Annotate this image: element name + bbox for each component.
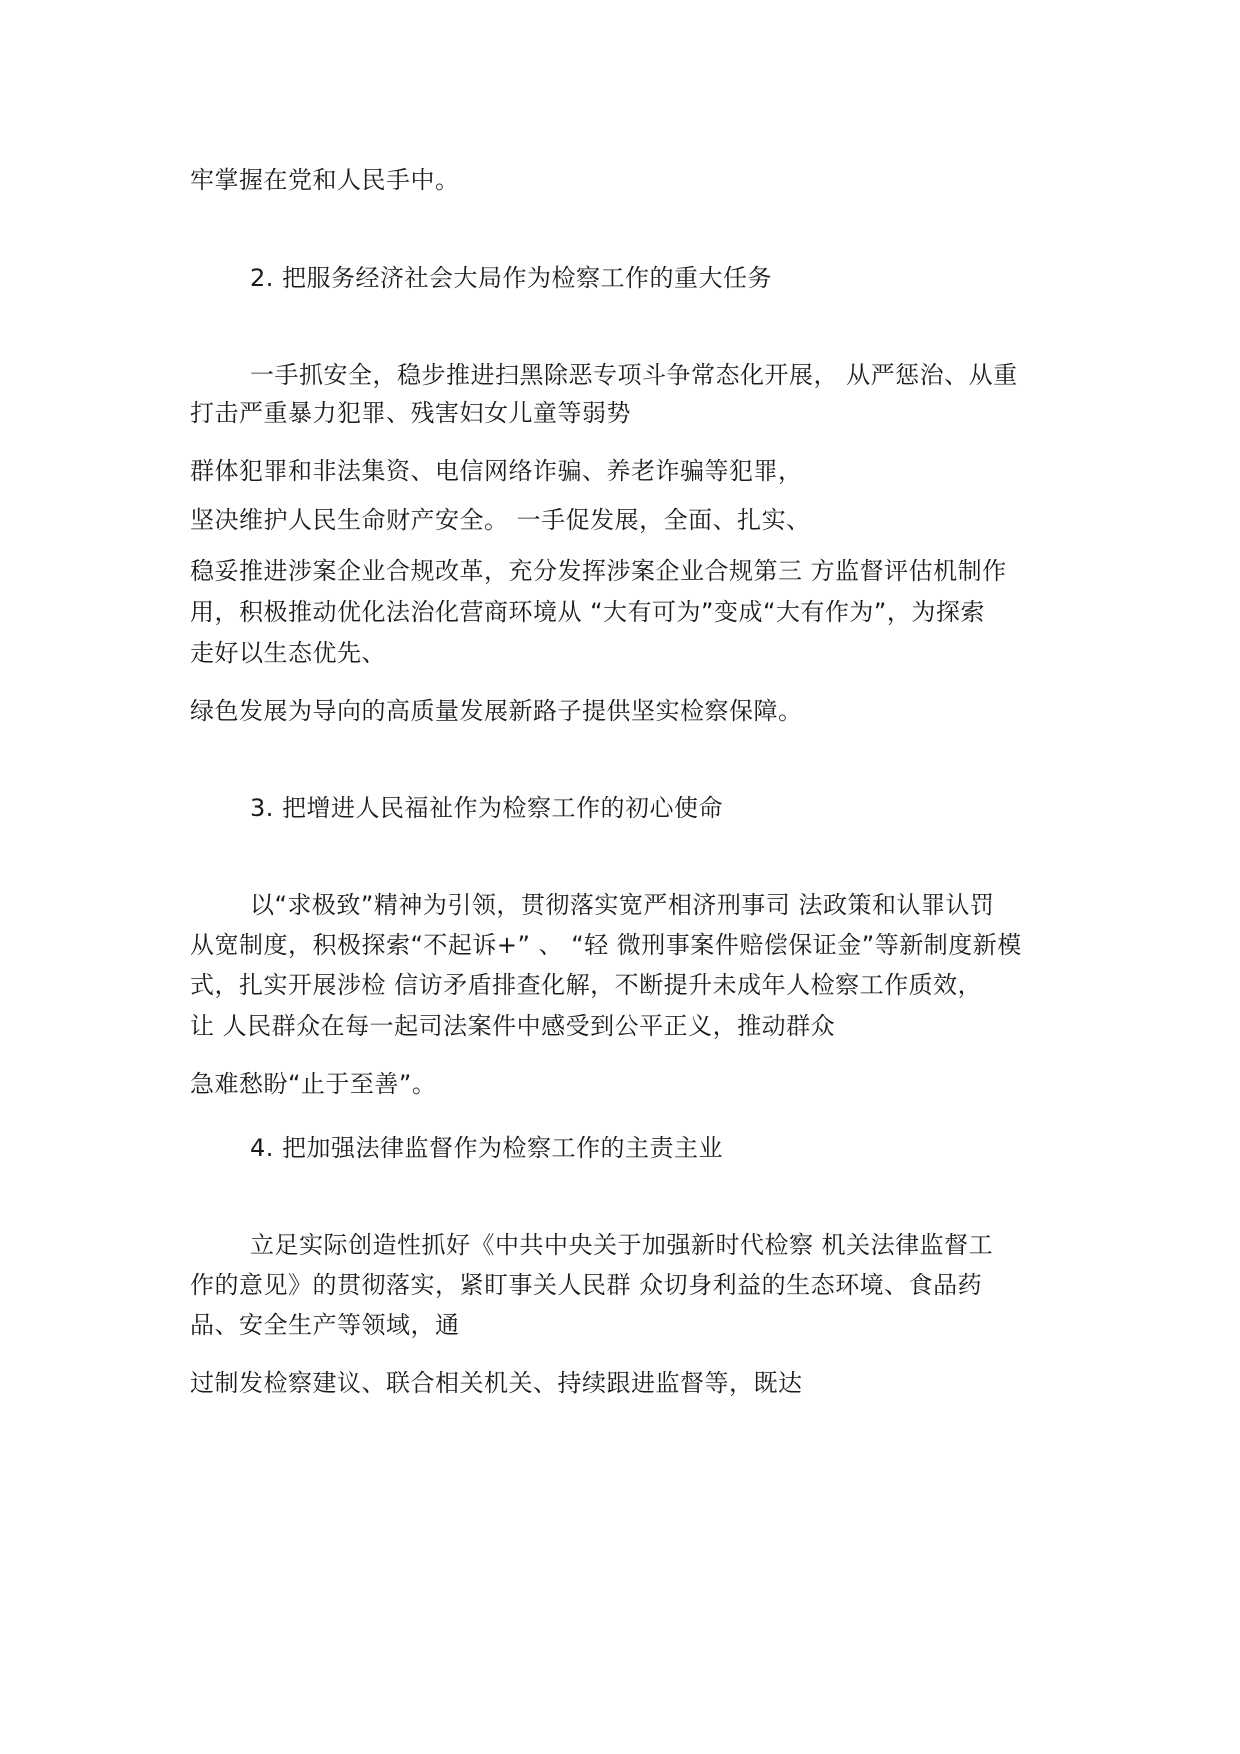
text-line: 打击严重暴力犯罪、残害妇女儿童等弱势 xyxy=(190,399,631,427)
text-line: 急难愁盼“止于至善”。 xyxy=(190,1070,437,1098)
text-line: 走好以生态优先、 xyxy=(190,639,386,667)
text-line: 群体犯罪和非法集资、电信网络诈骗、养老诈骗等犯罪， xyxy=(190,457,803,485)
text-line: 过制发检察建议、联合相关机关、持续跟进监督等，既达 xyxy=(190,1369,803,1397)
text-line: 用，积极推动优化法治化营商环境从 “大有可为”变成“大有作为”，为探索 xyxy=(190,598,985,626)
text-line: 一手抓安全，稳步推进扫黑除恶专项斗争常态化开展， 从严惩治、从重 xyxy=(250,361,1018,389)
section-heading-4: 4. 把加强法律监督作为检察工作的主责主业 xyxy=(250,1134,724,1162)
text-line: 从宽制度，积极探索“不起诉+” 、 “轻 微刑事案件赔偿保证金”等新制度新模 xyxy=(190,931,1022,959)
text-line: 让 人民群众在每一起司法案件中感受到公平正义，推动群众 xyxy=(190,1012,836,1040)
text-line: 牢掌握在党和人民手中。 xyxy=(190,166,460,194)
text-line: 立足实际创造性抓好《中共中央关于加强新时代检察 机关法律监督工 xyxy=(250,1231,994,1259)
text-line: 稳妥推进涉案企业合规改革，充分发挥涉案企业合规第三 方监督评估机制作 xyxy=(190,557,1007,585)
section-heading-2: 2. 把服务经济社会大局作为检察工作的重大任务 xyxy=(250,264,773,292)
section-heading-3: 3. 把增进人民福祉作为检察工作的初心使命 xyxy=(250,794,724,822)
text-line: 式，扎实开展涉检 信访矛盾排查化解，不断提升未成年人检察工作质效， xyxy=(190,971,983,999)
text-line: 以“求极致”精神为引领，贯彻落实宽严相济刑事司 法政策和认罪认罚 xyxy=(250,891,995,919)
text-line: 坚决维护人民生命财产安全。 一手促发展，全面、扎实、 xyxy=(190,506,811,534)
text-line: 作的意见》的贯彻落实，紧盯事关人民群 众切身利益的生态环境、食品药 xyxy=(190,1271,983,1299)
text-line: 品、安全生产等领域，通 xyxy=(190,1311,460,1339)
text-line: 绿色发展为导向的高质量发展新路子提供坚实检察保障。 xyxy=(190,697,803,725)
